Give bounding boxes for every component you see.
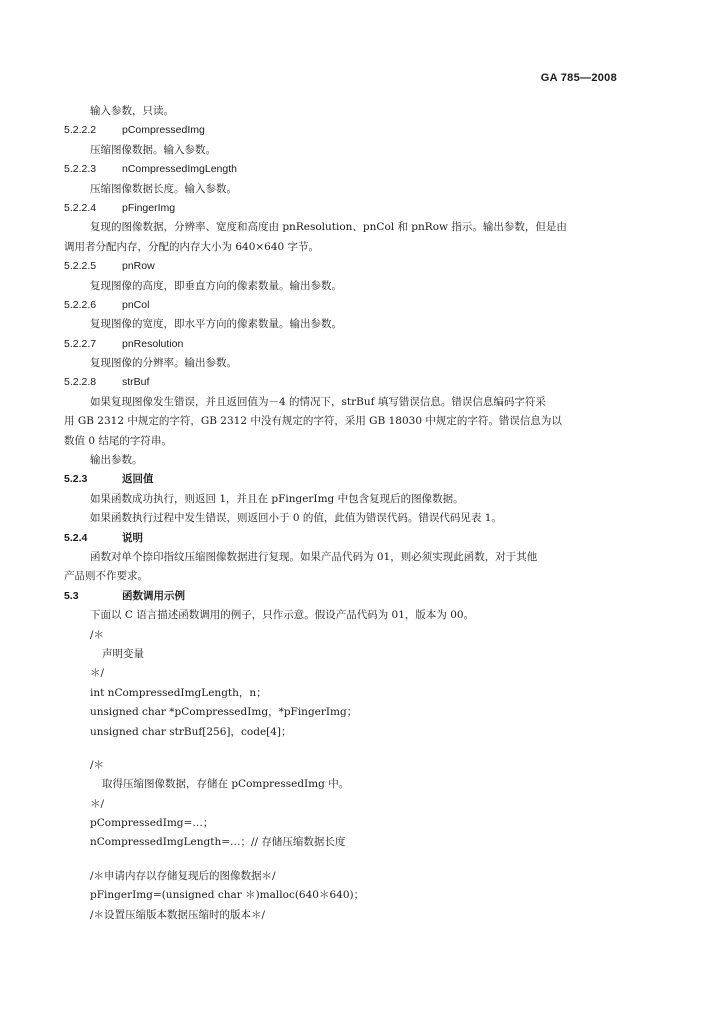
document-number: GA 785—2008 bbox=[540, 72, 617, 84]
section-number: 5.2.4 bbox=[64, 531, 88, 544]
section-number: 5.2.2.3 bbox=[64, 163, 97, 176]
section-number: 5.2.2.2 bbox=[64, 124, 97, 137]
text-line: 用 GB 2312 中规定的字符，GB 2312 中没有规定的字符，采用 GB 18030 中规定的字符。错误信息为以 bbox=[64, 415, 562, 428]
section-number: 5.2.2.5 bbox=[64, 260, 97, 273]
code-line: unsigned char strBuf[256]，code[4]； bbox=[90, 725, 292, 738]
section-title: strBuf bbox=[122, 376, 150, 389]
code-line: unsigned char *pCompressedImg，*pFingerImg； bbox=[90, 706, 358, 719]
code-line: nCompressedImgLength=…；// 存储压缩数据长度 bbox=[90, 836, 346, 849]
section-title: 返回值 bbox=[122, 473, 154, 486]
code-line: pCompressedImg=…； bbox=[90, 817, 214, 830]
section-number: 5.2.2.7 bbox=[64, 337, 97, 350]
code-line: /＊设置压缩版本数据压缩时的版本＊/ bbox=[90, 908, 266, 921]
code-line: ＊/ bbox=[90, 797, 105, 810]
text-line: 复现图像的高度，即垂直方向的像素数量。输出参数。 bbox=[90, 279, 342, 292]
code-line: /＊申请内存以存储复现后的图像数据＊/ bbox=[90, 869, 276, 882]
text-line: 数值 0 结尾的字符串。 bbox=[64, 434, 172, 447]
text-line: 产品则不作要求。 bbox=[64, 570, 148, 583]
section-heading bbox=[64, 373, 624, 392]
text-line: 如果复现图像发生错误，并且返回值为－4 的情况下，strBuf 填写错误信息。错误信息编码字符采 bbox=[90, 395, 546, 408]
spacer bbox=[64, 742, 624, 756]
section-heading bbox=[64, 335, 624, 354]
code-line: int nCompressedImgLength，n； bbox=[90, 686, 267, 699]
section-heading bbox=[64, 199, 624, 218]
section-heading bbox=[64, 296, 624, 315]
section-title: pnRow bbox=[122, 260, 155, 273]
section-heading bbox=[64, 587, 624, 606]
text-line: 下面以 C 语言描述函数调用的例子，只作示意。假设产品代码为 01，版本为 00。 bbox=[90, 609, 475, 622]
text-line: 压缩图像数据。输入参数。 bbox=[90, 143, 216, 156]
section-title: pnCol bbox=[122, 298, 150, 311]
section-number: 5.2.3 bbox=[64, 473, 88, 486]
section-title: 说明 bbox=[122, 531, 143, 544]
section-title: pFingerImg bbox=[122, 201, 176, 214]
section-heading bbox=[64, 529, 624, 548]
section-heading bbox=[64, 470, 624, 489]
text-line: 复现图像的宽度，即水平方向的像素数量。输出参数。 bbox=[90, 318, 342, 331]
section-title: pCompressedImg bbox=[122, 124, 205, 137]
section-number: 5.2.2.6 bbox=[64, 298, 97, 311]
section-number: 5.2.2.4 bbox=[64, 201, 97, 214]
code-line: ＊/ bbox=[90, 667, 105, 680]
code-line: /＊ bbox=[90, 628, 105, 641]
text-line: 如果函数执行过程中发生错误，则返回小于 0 的值，此值为错误代码。错误代码见表 1。 bbox=[90, 512, 502, 525]
section-title: 函数调用示例 bbox=[122, 589, 185, 602]
spacer bbox=[64, 853, 624, 867]
text-line: 复现图像的分辨率。输出参数。 bbox=[90, 357, 237, 370]
text-line: 如果函数成功执行，则返回 1，并且在 pFingerImg 中包含复现后的图像数据。 bbox=[90, 492, 464, 505]
section-number: 5.2.2.8 bbox=[64, 376, 97, 389]
text-line: 调用者分配内存，分配的内存大小为 640×640 字节。 bbox=[64, 240, 320, 253]
document-body bbox=[64, 102, 624, 925]
section-title: nCompressedImgLength bbox=[122, 163, 237, 176]
section-number: 5.3 bbox=[64, 589, 79, 602]
section-heading bbox=[64, 160, 624, 179]
text-line: 输入参数，只读。 bbox=[90, 105, 174, 117]
code-line: pFingerImg=(unsigned char ＊)malloc(640＊640)； bbox=[90, 889, 365, 902]
text-line: 复现的图像数据，分辨率、宽度和高度由 pnResolution、pnCol 和 pnRow 指示。输出参数，但是由 bbox=[90, 221, 567, 234]
code-line: 取得压缩图像数据，存储在 pCompressedImg 中。 bbox=[102, 778, 350, 791]
section-heading bbox=[64, 121, 624, 140]
text-line: 压缩图像数据长度。输入参数。 bbox=[90, 182, 237, 195]
section-heading bbox=[64, 257, 624, 276]
section-title: pnResolution bbox=[122, 337, 184, 350]
code-line: 声明变量 bbox=[102, 647, 144, 660]
text-line: 函数对单个捺印指纹压缩图像数据进行复现。如果产品代码为 01，则必须实现此函数，对于其他 bbox=[90, 550, 538, 563]
text-line: 输出参数。 bbox=[90, 454, 143, 467]
code-line: /＊ bbox=[90, 758, 105, 771]
